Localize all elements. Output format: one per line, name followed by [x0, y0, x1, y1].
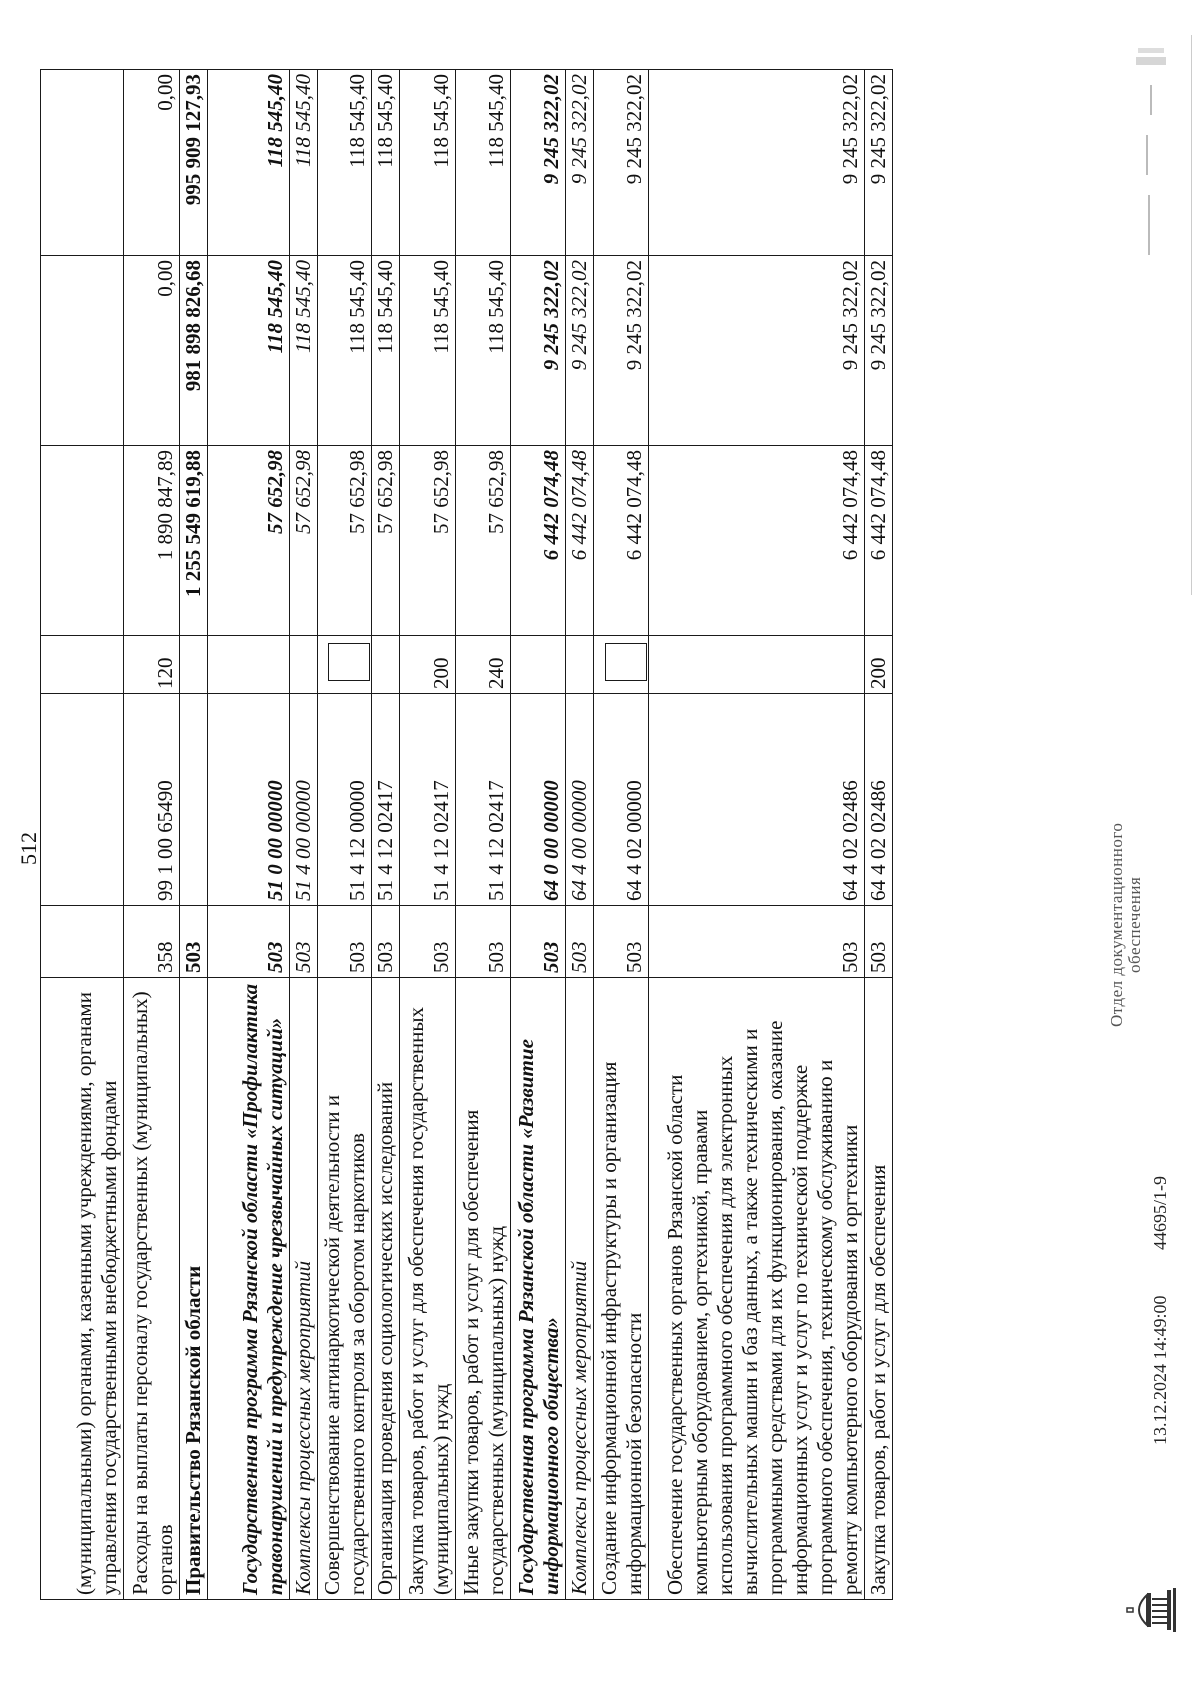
table-row — [41, 70, 124, 1600]
sum-2026: 9 245 322,02 — [511, 256, 566, 446]
sum-2027: 118 545,40 — [456, 70, 511, 256]
ved-code: 503 — [566, 906, 594, 978]
row-name: Закупка товаров, работ и услуг для обеспечения — [865, 978, 893, 1600]
sum-2026: 9 245 322,02 — [865, 256, 893, 446]
sum-2025: 6 442 074,48 — [865, 446, 893, 636]
csr-code: 99 1 00 65490 — [124, 694, 180, 906]
sum-2025: 57 652,98 — [456, 446, 511, 636]
duma-building-icon — [1125, 1587, 1181, 1633]
sum-2025: 57 652,98 — [372, 446, 400, 636]
sum-2027: 9 245 322,02 — [649, 70, 865, 256]
sum-2026: 118 545,40 — [372, 256, 400, 446]
ved-code: 503 — [290, 906, 318, 978]
sum-2026: 118 545,40 — [318, 256, 372, 446]
vr-code — [594, 636, 649, 694]
sum-2026: 9 245 322,02 — [649, 256, 865, 446]
sum-2025: 57 652,98 — [318, 446, 372, 636]
vr-code — [511, 636, 566, 694]
table-row — [124, 70, 180, 1600]
sum-2027: 9 245 322,02 — [865, 70, 893, 256]
row-name: Государственная программа Рязанской области «Профилактика правонарушений и предупреждение чрезвычайных ситуаций» — [208, 978, 290, 1600]
vr-code — [318, 636, 372, 694]
sum-2027 — [41, 70, 124, 256]
sum-2026 — [41, 256, 124, 446]
ved-code: 358 — [124, 906, 180, 978]
csr-code: 64 4 02 02486 — [649, 694, 865, 906]
sum-2025: 57 652,98 — [208, 446, 290, 636]
sum-2025: 1 255 549 619,88 — [180, 446, 208, 636]
vr-code — [208, 636, 290, 694]
scan-line — [1191, 35, 1192, 595]
vr-code — [180, 636, 208, 694]
row-name: Государственная программа Рязанской области «Развитие информационного общества» — [511, 978, 566, 1600]
vr-code — [566, 636, 594, 694]
table-row — [566, 70, 594, 1600]
row-name: Обеспечение государственных органов Рязанской области компьютерным оборудованием, оргтехникой, правами использования программного обеспечения для электронных вычислительных машин и баз данных, а также техническими и программными средствами для их функционирования, оказание информационных услуг и услуг по технической поддержке программного обеспечения, техническому обслуживанию и ремонту компьютерного оборудования и оргтехники — [649, 978, 865, 1600]
csr-code: 64 4 02 02486 — [865, 694, 893, 906]
vr-code — [41, 636, 124, 694]
inner-box — [328, 643, 370, 681]
row-name: Закупка товаров, работ и услуг для обеспечения государственных (муниципальных) нужд — [400, 978, 456, 1600]
ved-code: 503 — [865, 906, 893, 978]
sum-2026: 0,00 — [124, 256, 180, 446]
sum-2025: 57 652,98 — [400, 446, 456, 636]
footer-doc-number: 44695/1-9 — [1150, 1176, 1170, 1250]
table-row — [649, 70, 865, 1600]
csr-code: 51 4 00 00000 — [290, 694, 318, 906]
row-name: Правительство Рязанской области — [180, 978, 208, 1600]
csr-code — [41, 694, 124, 906]
ved-code: 503 — [511, 906, 566, 978]
vr-code — [649, 636, 865, 694]
budget-table — [40, 69, 893, 1600]
table-row — [290, 70, 318, 1600]
table-row — [594, 70, 649, 1600]
ved-code: 503 — [180, 906, 208, 978]
vr-code — [290, 636, 318, 694]
sum-2027: 118 545,40 — [290, 70, 318, 256]
ved-code: 503 — [649, 906, 865, 978]
sum-2027: 995 909 127,93 — [180, 70, 208, 256]
sum-2026: 981 898 826,68 — [180, 256, 208, 446]
page-number: 512 — [16, 832, 41, 865]
table-row — [400, 70, 456, 1600]
sum-2027: 118 545,40 — [318, 70, 372, 256]
sum-2027: 9 245 322,02 — [594, 70, 649, 256]
vr-code: 240 — [456, 636, 511, 694]
sum-2026: 118 545,40 — [400, 256, 456, 446]
table-row — [208, 70, 290, 1600]
stamp-line-1: Отдел документационного — [1107, 822, 1126, 1027]
table-row — [180, 70, 208, 1600]
sum-2025: 1 890 847,89 — [124, 446, 180, 636]
sum-2027: 118 545,40 — [400, 70, 456, 256]
footer-datetime: 13.12.2024 14:49:00 — [1150, 1295, 1170, 1445]
csr-code: 64 4 00 00000 — [566, 694, 594, 906]
csr-code: 64 4 02 00000 — [594, 694, 649, 906]
table-row — [318, 70, 372, 1600]
ved-code: 503 — [594, 906, 649, 978]
scan-artifact — [1128, 35, 1188, 265]
csr-code: 51 4 12 00000 — [318, 694, 372, 906]
sum-2026: 118 545,40 — [456, 256, 511, 446]
csr-code: 51 0 00 00000 — [208, 694, 290, 906]
sum-2027: 118 545,40 — [208, 70, 290, 256]
csr-code: 51 4 12 02417 — [400, 694, 456, 906]
csr-code: 51 4 12 02417 — [456, 694, 511, 906]
vr-code: 200 — [865, 636, 893, 694]
sum-2027: 9 245 322,02 — [566, 70, 594, 256]
table-row — [456, 70, 511, 1600]
sum-2025: 6 442 074,48 — [511, 446, 566, 636]
row-name: Создание информационной инфраструктуры и организация информационной безопасности — [594, 978, 649, 1600]
ved-code: 503 — [208, 906, 290, 978]
inner-box — [605, 643, 647, 681]
sum-2026: 9 245 322,02 — [594, 256, 649, 446]
csr-code — [180, 694, 208, 906]
table-row — [511, 70, 566, 1600]
ved-code: 503 — [318, 906, 372, 978]
sum-2025: 6 442 074,48 — [594, 446, 649, 636]
sum-2027: 9 245 322,02 — [511, 70, 566, 256]
row-name: Совершенствование антинаркотической деятельности и государственного контроля за оборотом наркотиков — [318, 978, 372, 1600]
csr-code: 51 4 12 02417 — [372, 694, 400, 906]
department-stamp — [1108, 823, 1144, 1027]
ved-code: 503 — [456, 906, 511, 978]
table-row — [372, 70, 400, 1600]
row-name: (муниципальными) органами, казенными учреждениями, органами управления государственными внебюджетными фондами — [41, 978, 124, 1600]
sum-2027: 118 545,40 — [372, 70, 400, 256]
row-name: Организация проведения социологических исследований — [372, 978, 400, 1600]
ved-code: 503 — [400, 906, 456, 978]
row-name: Комплексы процессных мероприятий — [566, 978, 594, 1600]
row-name: Иные закупки товаров, работ и услуг для обеспечения государственных (муниципальных) нужд — [456, 978, 511, 1600]
csr-code: 64 0 00 00000 — [511, 694, 566, 906]
vr-code: 200 — [400, 636, 456, 694]
sum-2025: 6 442 074,48 — [649, 446, 865, 636]
sum-2025: 6 442 074,48 — [566, 446, 594, 636]
sum-2026: 118 545,40 — [208, 256, 290, 446]
sum-2026: 118 545,40 — [290, 256, 318, 446]
table-row — [865, 70, 893, 1600]
stamp-line-2: обеспечения — [1125, 876, 1144, 973]
vr-code: 120 — [124, 636, 180, 694]
vr-code — [372, 636, 400, 694]
sum-2025 — [41, 446, 124, 636]
sum-2026: 9 245 322,02 — [566, 256, 594, 446]
row-name: Комплексы процессных мероприятий — [290, 978, 318, 1600]
row-name: Расходы на выплаты персоналу государственных (муниципальных) органов — [124, 978, 180, 1600]
ved-code: 503 — [372, 906, 400, 978]
sum-2027: 0,00 — [124, 70, 180, 256]
sum-2025: 57 652,98 — [290, 446, 318, 636]
ved-code — [41, 906, 124, 978]
